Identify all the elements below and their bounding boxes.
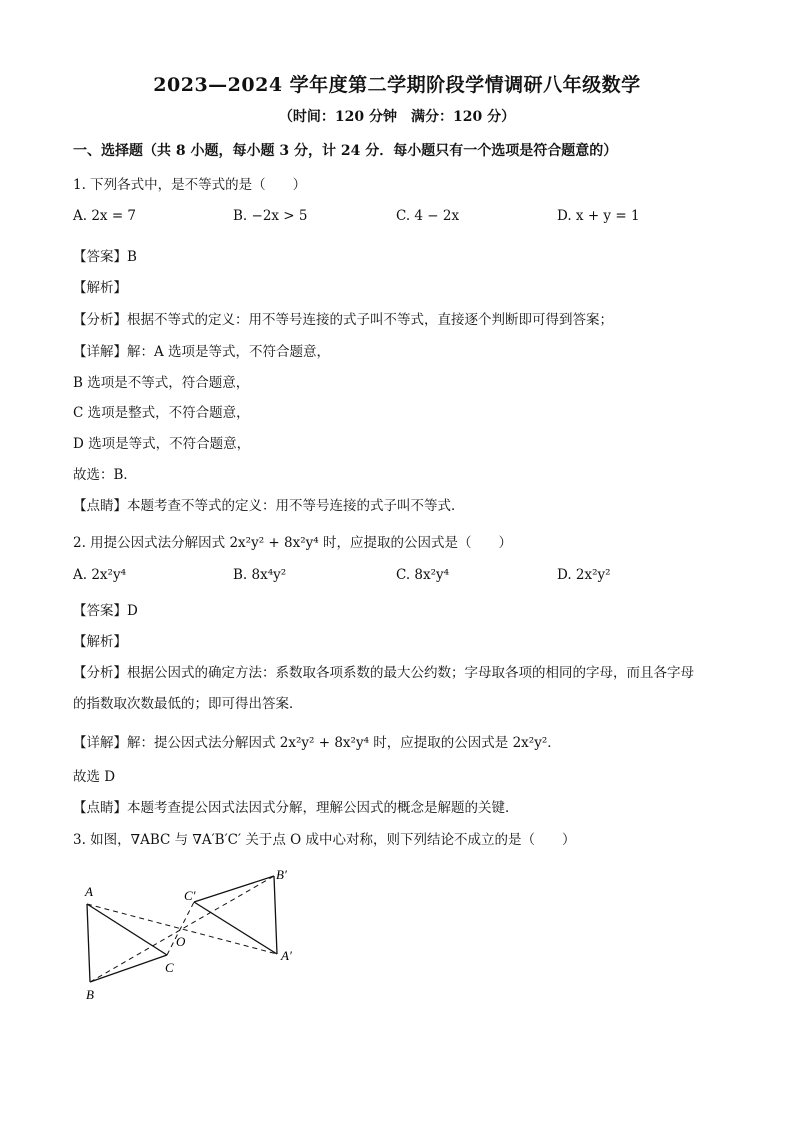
q3-stem: 3. 如图，∇ABC 与 ∇A′B′C′ 关于点 O 成中心对称，则下列结论不成立的是（ ） — [73, 832, 576, 848]
q1-detail-5: 故选：B． — [73, 467, 137, 483]
edge-a2c2 — [194, 902, 277, 954]
q1-detail-2: B 选项是不等式，符合题意， — [73, 375, 250, 391]
q2-fenxi-line1: 【分析】根据公因式的确定方法：系数取各项系数的最大公约数；字母取各项的相同的字母，而且各字母 — [73, 665, 694, 681]
q2-dianjing: 【点睛】本题考查提公因式法因式分解，理解公因式的概念是解题的关键． — [73, 800, 519, 816]
label-a: A — [85, 884, 93, 899]
edge-a2b2 — [274, 876, 277, 954]
q2-option-a: A. 2x²y⁴ — [73, 567, 126, 583]
q2-conclude: 故选 D — [73, 769, 116, 785]
q1-dianjing: 【点睛】本题考查不等式的定义：用不等号连接的式子叫不等式． — [73, 498, 465, 514]
edge-bc — [90, 955, 167, 982]
section-heading: 一、选择题（共 8 小题，每小题 3 分，计 24 分．每小题只有一个选项是符合题意的） — [73, 143, 618, 159]
q2-stem: 2. 用提公因式法分解因式 2x²y² + 8x²y⁴ 时，应提取的公因式是（ ） — [73, 535, 512, 551]
dashed-b-b2 — [90, 876, 274, 982]
label-o: O — [176, 934, 186, 949]
label-c: C — [165, 960, 174, 975]
q1-analysis-label: 【解析】 — [73, 280, 127, 296]
label-b: B — [86, 987, 94, 1002]
q2-option-b: B. 8x⁴y² — [233, 567, 287, 583]
q1-detail-1: 【详解】解：A 选项是等式，不符合题意， — [73, 344, 331, 360]
q3-figure — [70, 860, 310, 1010]
q1-answer: 【答案】B — [73, 249, 137, 265]
q1-fenxi: 【分析】根据不等式的定义：用不等号连接的式子叫不等式，直接逐个判断即可得到答案； — [73, 312, 613, 328]
edge-ac — [87, 904, 167, 955]
label-c-prime: C′ — [184, 888, 196, 903]
edge-b2c2 — [194, 876, 274, 902]
q1-detail-4: D 选项是等式，不符合题意， — [73, 436, 251, 452]
q2-answer: 【答案】D — [73, 603, 138, 619]
page-title: 2023—2024 学年度第二学期阶段学情调研八年级数学 — [153, 74, 641, 96]
q2-detail: 【详解】解：提公因式法分解因式 2x²y² + 8x²y⁴ 时，应提取的公因式是 2x²y²． — [73, 735, 561, 751]
q2-fenxi-line2: 的指数取次数最低的；即可得出答案． — [73, 696, 303, 712]
q2-option-d: D. 2x²y² — [557, 567, 611, 583]
q1-option-a: A. 2x = 7 — [73, 208, 137, 224]
q1-option-c: C. 4 − 2x — [396, 208, 460, 224]
exam-info: （时间：120 分钟 满分：120 分） — [278, 109, 516, 125]
label-a-prime: A′ — [281, 948, 292, 963]
label-b-prime: B′ — [276, 867, 287, 882]
q2-option-c: C. 8x²y⁴ — [396, 567, 450, 583]
q1-option-b: B. −2x > 5 — [233, 208, 308, 224]
edge-ab — [87, 904, 90, 982]
q1-option-d: D. x + y = 1 — [557, 208, 640, 224]
q1-stem: 1. 下列各式中，是不等式的是（ ） — [73, 177, 307, 193]
q2-analysis-label: 【解析】 — [73, 634, 127, 650]
q1-detail-3: C 选项是整式，不符合题意， — [73, 405, 250, 421]
